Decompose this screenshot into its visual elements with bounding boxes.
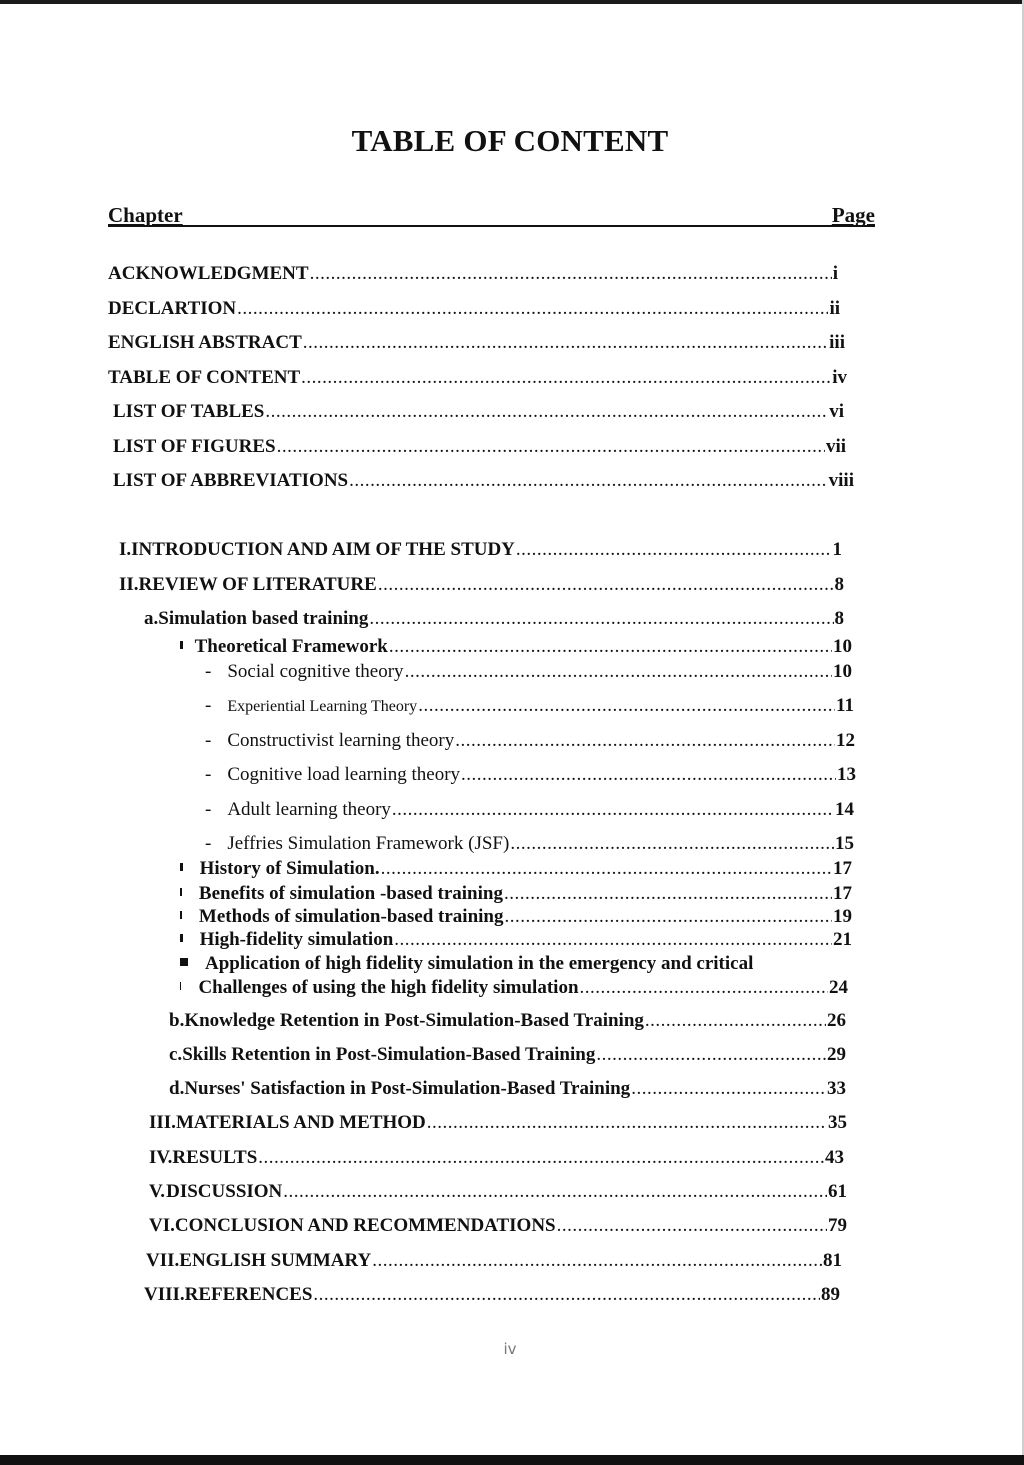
toc-section-a: a. Simulation based training ..... 8	[144, 607, 844, 631]
toc-section-b: b. Knowledge Retention in Post-Simulation-Based Training ..... 26	[169, 1009, 846, 1033]
toc-chapter-6: VI. CONCLUSION AND RECOMMENDATIONS ..... 79	[149, 1214, 847, 1238]
page-number: iv	[503, 1340, 517, 1358]
page-title: TABLE OF CONTENT	[351, 123, 669, 158]
square-bullet-icon	[180, 911, 182, 919]
toc-theory-jeffries: - Jeffries Simulation Framework (JSF) ..... 15	[205, 832, 854, 856]
toc-chapter-1: I. INTRODUCTION AND AIM OF THE STUDY ..... 1	[119, 538, 842, 562]
toc-entry-list-of-figures: LIST OF FIGURES ..... vii	[113, 435, 846, 459]
toc-header	[108, 199, 875, 227]
toc-bullet-challenges: Challenges of using the high fidelity simulation ..... 24	[180, 976, 848, 1000]
toc-theory-social-cognitive: - Social cognitive theory ..... 10	[205, 660, 852, 684]
toc-theory-cognitive-load: - Cognitive load learning theory ..... 13	[205, 763, 856, 787]
toc-theory-adult-learning: - Adult learning theory ..... 14	[205, 798, 854, 822]
toc-chapter-3: III. MATERIALS AND METHOD ..... 35	[149, 1111, 847, 1135]
toc-entry-table-of-content: TABLE OF CONTENT ..... iv	[108, 366, 847, 390]
toc-bullet-benefits: Benefits of simulation -based training ..... 17	[180, 882, 852, 906]
toc-theory-constructivist: - Constructivist learning theory ..... 12	[205, 729, 855, 753]
toc-bullet-application: Application of high fidelity simulation in the emergency and critical	[180, 952, 852, 976]
toc-theoretical-framework: Theoretical Framework ..... 10	[180, 635, 852, 659]
square-bullet-icon	[180, 934, 183, 942]
toc-chapter-5: V. DISCUSSION ..... 61	[149, 1180, 847, 1204]
toc-section-d: d. Nurses' Satisfaction in Post-Simulation-Based Training ..... 33	[169, 1077, 846, 1101]
toc-chapter-2: II. REVIEW OF LITERATURE ..... 8	[119, 573, 844, 597]
square-bullet-icon	[180, 958, 188, 966]
chapter-heading: Chapter	[108, 203, 183, 227]
square-bullet-icon	[180, 863, 183, 871]
toc-chapter-8: VIII. REFERENCES ..... 89	[144, 1283, 840, 1307]
toc-bullet-high-fidelity: High-fidelity simulation ..... 21	[180, 928, 852, 952]
bottom-border	[0, 1455, 1024, 1465]
square-bullet-icon	[180, 641, 183, 649]
square-bullet-icon	[180, 982, 181, 990]
toc-chapter-7: VII. ENGLISH SUMMARY ..... 81	[146, 1249, 842, 1273]
toc-entry-list-of-abbreviations: LIST OF ABBREVIATIONS ..... viii	[113, 469, 854, 493]
page-heading: Page	[831, 203, 875, 227]
square-bullet-icon	[180, 888, 182, 896]
toc-bullet-history: History of Simulation. ..... 17	[180, 857, 852, 881]
toc-section-c: c. Skills Retention in Post-Simulation-Based Training ..... 29	[169, 1043, 846, 1067]
toc-entry-declartion: DECLARTION ..... ii	[108, 297, 840, 321]
toc-bullet-methods: Methods of simulation-based training ..... 19	[180, 905, 852, 929]
toc-chapter-4: IV. RESULTS ..... 43	[149, 1146, 844, 1170]
toc-entry-english-abstract: ENGLISH ABSTRACT ..... iii	[108, 331, 845, 355]
toc-entry-acknowledgment: ACKNOWLEDGMENT ..... i	[108, 262, 838, 286]
toc-theory-experiential: - Experiential Learning Theory ..... 11	[205, 694, 854, 719]
top-border	[0, 0, 1024, 4]
toc-entry-list-of-tables: LIST OF TABLES ..... vi	[113, 400, 844, 424]
